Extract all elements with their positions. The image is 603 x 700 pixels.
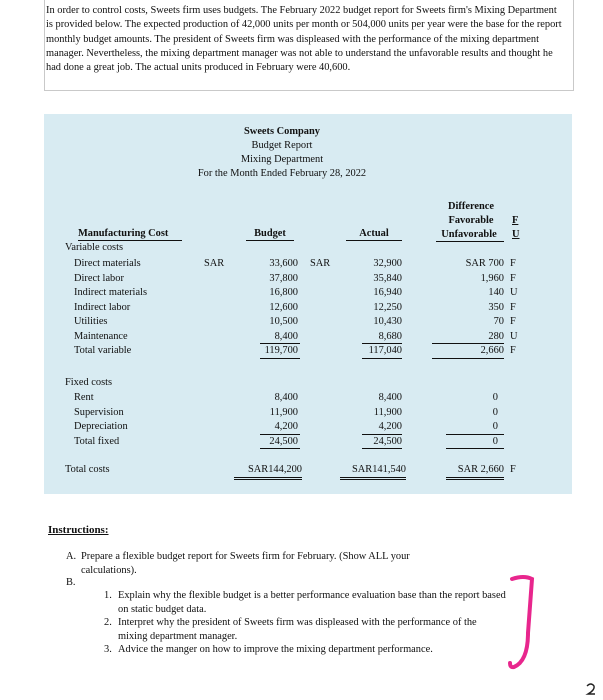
variable-row-budget: 10,500 xyxy=(269,316,298,327)
variable-row-budget: 37,800 xyxy=(269,272,298,284)
variable-row-fu: F xyxy=(510,301,516,313)
variable-row-actual: 35,840 xyxy=(373,272,402,284)
variable-row-budget: 8,400 xyxy=(274,330,298,342)
variable-row-label: Utilities xyxy=(74,316,108,327)
instruction-b-text: Advice the manger on how to improve the mixing department performance. xyxy=(118,644,433,655)
variable-row-actual: 117,040 xyxy=(368,345,402,356)
variable-row-fu: F xyxy=(510,258,516,269)
fixed-costs-label: Fixed costs xyxy=(65,377,113,388)
variable-row-budget: 33,600 xyxy=(269,258,298,269)
variable-row-label: Maintenance xyxy=(74,330,128,342)
report-title: Budget Report xyxy=(251,140,313,151)
variable-row-difference: 350 xyxy=(488,301,504,313)
instruction-b-label: B. xyxy=(66,577,76,588)
budget-report-panel xyxy=(44,114,572,494)
total-budget-double-line-2 xyxy=(234,479,302,480)
variable-row-actual: 8,680 xyxy=(378,330,402,342)
currency-actual: SAR xyxy=(310,258,331,269)
header-actual: Actual xyxy=(359,228,389,239)
depreciation-budget-underline xyxy=(260,434,300,435)
depreciation-actual-underline xyxy=(362,434,402,435)
variable-row-difference: 140 xyxy=(488,287,504,298)
fixed-row-label: Rent xyxy=(74,392,94,403)
fixed-row-budget: 4,200 xyxy=(274,421,298,432)
total-fixed-diff-underline xyxy=(446,448,504,449)
fixed-row-difference: 0 xyxy=(492,421,498,432)
total-costs-fu: F xyxy=(510,464,516,475)
fixed-row-difference: 0 xyxy=(492,406,498,418)
variable-row-label: Indirect materials xyxy=(74,287,147,298)
total-variable-actual-underline xyxy=(362,358,402,359)
fixed-row-actual: 4,200 xyxy=(378,421,402,432)
variable-row-difference: SAR 700 xyxy=(465,258,504,269)
intro-paragraph: In order to control costs, Sweets firm uses budgets. The February 2022 budget report for Sweets firm's Mixing Department is provided below. The expected production of 42,000 units per month or 504,000 units per year were the base for the report monthly budget amounts. The president of Sweets firm was displeased with the performance of the mixing department manager. Nevertheless, the mixing department manager was not able to understand the unfavorable results and thought he had done a great job. The actual units produced in February were 40,600. xyxy=(46,5,562,74)
variable-row-label: Direct materials xyxy=(74,258,141,269)
total-fixed-budget-underline xyxy=(260,448,300,449)
variable-row-label: Total variable xyxy=(74,345,132,356)
instruction-b-text: Interpret why the president of Sweets firm was displeased with the performance of the mixing department manager. xyxy=(118,617,477,642)
fixed-row-label: Depreciation xyxy=(74,421,128,432)
header-u: U xyxy=(512,229,520,240)
total-costs-difference: SAR 2,660 xyxy=(457,464,504,475)
fixed-row-budget: 11,900 xyxy=(269,406,298,418)
corner-squiggle-icon xyxy=(584,682,598,698)
variable-row-fu: F xyxy=(510,345,516,356)
department-name: Mixing Department xyxy=(240,154,324,165)
header-f: F xyxy=(512,215,519,226)
total-fixed-actual-underline xyxy=(362,448,402,449)
variable-row-difference: 2,660 xyxy=(480,345,504,356)
company-name: Sweets Company xyxy=(244,126,320,137)
total-actual-double-line-2 xyxy=(340,479,406,480)
total-costs-label: Total costs xyxy=(65,464,110,475)
header-unfavorable: Unfavorable xyxy=(441,229,497,240)
instructions-heading: Instructions: xyxy=(48,524,109,536)
instruction-b-number: 3. xyxy=(104,644,112,655)
maintenance-actual-underline xyxy=(362,343,402,344)
fixed-row-label: Supervision xyxy=(74,406,124,418)
report-period: For the Month Ended February 28, 2022 xyxy=(197,168,367,179)
pink-bracket-annotation xyxy=(508,573,538,673)
header-cost: Manufacturing Cost xyxy=(78,228,169,239)
fixed-row-budget: 8,400 xyxy=(274,392,298,403)
instruction-a-label: A. xyxy=(66,551,77,562)
instruction-b-number: 1. xyxy=(104,590,112,601)
total-diff-double-line-1 xyxy=(446,477,504,478)
variable-row-actual: 16,940 xyxy=(373,287,402,298)
variable-row-difference: 70 xyxy=(493,316,504,327)
maintenance-diff-underline xyxy=(432,343,504,344)
total-costs-budget: SAR144,200 xyxy=(248,464,302,475)
variable-row-budget: 12,600 xyxy=(269,301,298,313)
variable-row-label: Direct labor xyxy=(74,272,124,284)
fixed-row-actual: 24,500 xyxy=(373,435,402,447)
variable-row-fu: F xyxy=(510,316,516,327)
variable-row-actual: 12,250 xyxy=(373,301,402,313)
variable-row-budget: 119,700 xyxy=(264,345,298,356)
total-diff-double-line-2 xyxy=(446,479,504,480)
header-favorable: Favorable xyxy=(448,215,494,226)
variable-row-budget: 16,800 xyxy=(269,287,298,298)
currency-budget: SAR xyxy=(204,258,225,269)
header-unfavorable-underline xyxy=(436,241,504,242)
variable-row-label: Indirect labor xyxy=(74,301,131,313)
variable-row-fu: U xyxy=(510,287,518,298)
header-budget-underline xyxy=(246,240,294,241)
fixed-row-actual: 8,400 xyxy=(378,392,402,403)
total-actual-double-line-1 xyxy=(340,477,406,478)
depreciation-diff-underline xyxy=(446,434,504,435)
header-budget: Budget xyxy=(254,228,286,239)
header-cost-underline xyxy=(78,240,182,241)
fixed-row-difference: 0 xyxy=(492,435,498,447)
fixed-row-label: Total fixed xyxy=(74,435,120,447)
variable-row-fu: U xyxy=(510,330,518,342)
variable-row-difference: 280 xyxy=(488,330,504,342)
maintenance-budget-underline xyxy=(260,343,300,344)
fixed-row-actual: 11,900 xyxy=(373,406,402,418)
header-difference: Difference xyxy=(448,201,494,212)
total-costs-actual: SAR141,540 xyxy=(352,464,406,475)
fixed-row-difference: 0 xyxy=(492,392,498,403)
header-actual-underline xyxy=(346,240,402,241)
instruction-a-text: Prepare a flexible budget report for Sweets firm for February. (Show ALL your calculations). xyxy=(81,551,410,576)
instruction-b-text: Explain why the flexible budget is a better performance evaluation base than the report based on static budget data. xyxy=(118,590,506,615)
total-variable-budget-underline xyxy=(260,358,300,359)
variable-row-actual: 10,430 xyxy=(373,316,402,327)
total-budget-double-line-1 xyxy=(234,477,302,478)
instruction-b-number: 2. xyxy=(104,617,112,628)
variable-row-actual: 32,900 xyxy=(373,258,402,269)
total-variable-diff-underline xyxy=(432,358,504,359)
fixed-row-budget: 24,500 xyxy=(269,435,298,447)
variable-row-fu: F xyxy=(510,272,516,284)
variable-row-difference: 1,960 xyxy=(480,272,504,284)
variable-costs-label: Variable costs xyxy=(65,242,123,253)
